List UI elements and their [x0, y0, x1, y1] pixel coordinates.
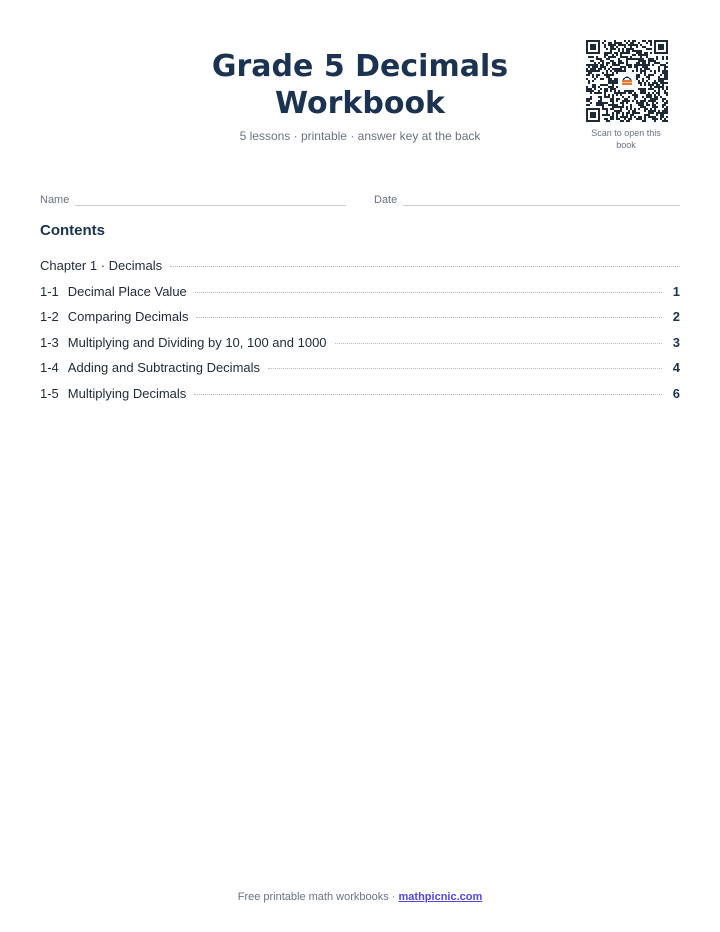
chapter-title: Chapter 1 · Decimals — [40, 258, 163, 273]
lesson-code: 1-4 — [40, 360, 59, 375]
date-line[interactable] — [403, 196, 680, 206]
leader-dots — [196, 317, 662, 318]
leader-dots — [268, 368, 662, 369]
qr-block — [584, 40, 668, 151]
lesson-code: 1-2 — [40, 309, 59, 324]
lesson-code: 1-5 — [40, 385, 59, 401]
qr-finder-pattern — [587, 41, 599, 53]
toc-lesson[interactable] — [40, 309, 680, 335]
leader-dots — [194, 394, 662, 395]
date-field[interactable] — [374, 194, 680, 206]
footer-text: Free printable math workbooks · — [237, 891, 399, 903]
picnic-basket-icon — [619, 73, 635, 89]
table-of-contents — [40, 258, 680, 411]
name-date-fields — [40, 194, 680, 210]
lesson-code: 1-3 — [40, 334, 59, 350]
date-label: Date — [374, 194, 398, 206]
qr-code[interactable] — [586, 40, 668, 122]
lesson-title: Comparing Decimals — [67, 309, 189, 324]
toc-chapter — [40, 258, 680, 284]
page-subtitle: 5 lessons · printable · answer key at the back — [239, 129, 481, 143]
contents-heading: Contents — [40, 222, 105, 239]
name-line[interactable] — [75, 196, 346, 206]
leader-dots — [335, 343, 662, 344]
toc-lesson[interactable] — [40, 335, 680, 361]
lesson-title: Multiplying Decimals — [67, 385, 187, 401]
page-title: Grade 5 Decimals Workbook — [211, 49, 509, 121]
toc-lesson[interactable] — [40, 360, 680, 386]
lesson-page: 6 — [672, 385, 680, 401]
lesson-title: Multiplying and Dividing by 10, 100 and 1000 — [67, 334, 327, 350]
name-label: Name — [40, 194, 70, 206]
lesson-title: Decimal Place Value — [67, 283, 187, 299]
toc-lesson[interactable] — [40, 284, 680, 310]
name-field[interactable] — [40, 194, 346, 206]
footer-link[interactable]: mathpicnic.com — [398, 891, 483, 903]
toc-lesson[interactable] — [40, 386, 680, 412]
lesson-code: 1-1 — [40, 283, 59, 299]
leader-dots — [170, 266, 680, 267]
page-footer — [0, 891, 720, 903]
lesson-page: 3 — [672, 334, 680, 350]
qr-finder-pattern — [655, 41, 667, 53]
lesson-title: Adding and Subtracting Decimals — [67, 360, 261, 375]
qr-finder-pattern — [587, 109, 599, 121]
leader-dots — [195, 292, 662, 293]
qr-caption: Scan to open this book — [591, 128, 661, 150]
lesson-page: 4 — [672, 360, 680, 375]
lesson-page: 1 — [672, 283, 680, 299]
lesson-page: 2 — [672, 309, 680, 324]
